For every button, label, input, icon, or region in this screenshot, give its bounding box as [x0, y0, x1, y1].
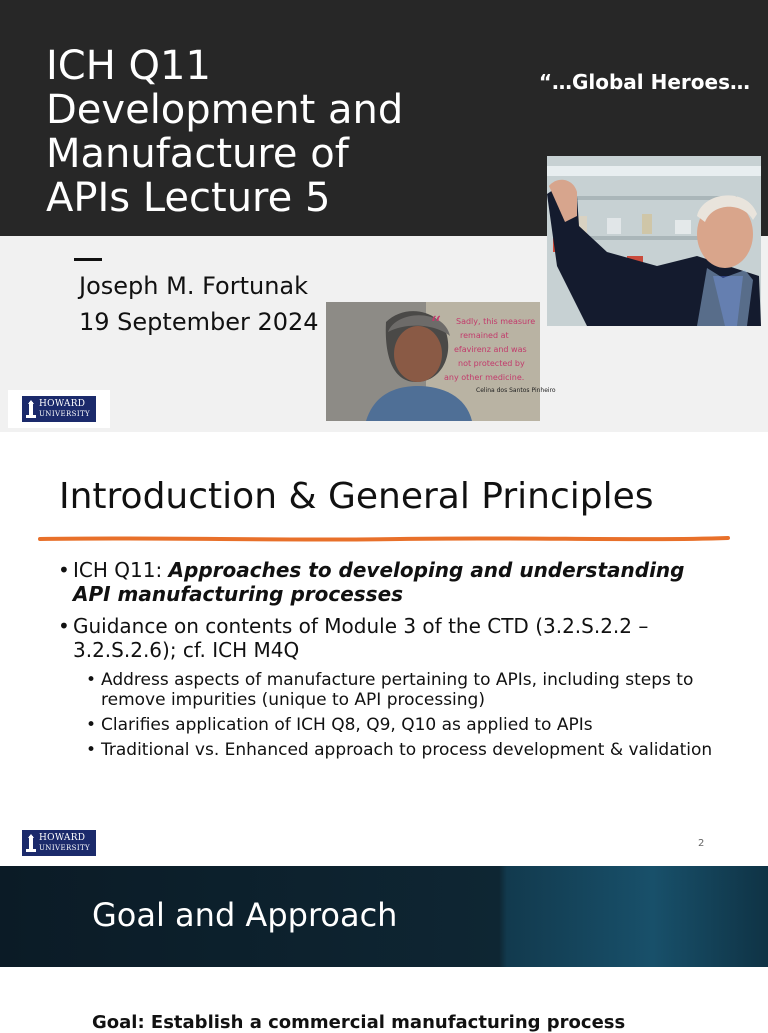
accent-underline: [40, 536, 728, 542]
lecture-date: 19 September 2024: [79, 308, 319, 336]
title-divider-dash: [74, 258, 102, 261]
slide-title: Introduction & General Principles: [59, 476, 654, 517]
author-name: Joseph M. Fortunak: [79, 272, 309, 300]
svg-text:“: “: [430, 313, 442, 338]
logo-text-howard: HOWARD: [39, 399, 86, 409]
goal-slide: [0, 866, 768, 1033]
bullet-text: ICH Q11:: [73, 558, 169, 582]
svg-text:any other medicine.: any other medicine.: [444, 373, 525, 382]
photo-man-pointing: [547, 156, 761, 326]
bullet-emphasis: Approaches to developing and understanding API manufacturing processes: [73, 558, 685, 606]
goal-statement: Goal: Establish a commercial manufacturing process: [92, 1012, 626, 1033]
list-item: • Guidance on contents of Module 3 of the CTD (3.2.S.2.2 – 3.2.S.2.6); cf. ICH M4Q: [58, 614, 718, 662]
tower-icon: [26, 400, 36, 418]
howard-university-logo: [8, 390, 110, 428]
title-slide: [0, 0, 768, 432]
svg-text:Sadly, this measure: Sadly, this measure: [456, 317, 536, 326]
quote-text: “…Global Heroes…: [538, 70, 750, 94]
tower-icon: [26, 834, 36, 852]
list-item: [58, 558, 718, 606]
howard-university-logo: [8, 824, 110, 862]
photo-woman-smiling: [326, 302, 556, 421]
bullet-list: [58, 558, 718, 765]
logo-text-university: UNIVERSITY: [39, 410, 91, 418]
intro-slide: [0, 432, 768, 866]
svg-text:efavirenz and was: efavirenz and was: [454, 345, 527, 354]
sub-list-item: • Clarifies application of ICH Q8, Q9, Q10 as applied to APIs: [86, 715, 718, 735]
svg-text:remained at: remained at: [460, 331, 509, 340]
logo-text-university: UNIVERSITY: [39, 844, 91, 852]
sub-list-item: • Address aspects of manufacture pertaining to APIs, including steps to remove impurities (unique to API processing): [86, 670, 718, 710]
page-number: 2: [698, 838, 705, 849]
sub-list-item: • Traditional vs. Enhanced approach to process development & validation: [86, 740, 718, 760]
slide-title: Goal and Approach: [92, 896, 398, 934]
svg-text:not protected by: not protected by: [458, 359, 525, 368]
logo-text-howard: HOWARD: [39, 833, 86, 843]
svg-text:Celina dos Santos Pinheiro: Celina dos Santos Pinheiro: [476, 387, 556, 394]
slide-title: ICH Q11 Development and Manufacture of APIs Lecture 5: [46, 43, 404, 221]
